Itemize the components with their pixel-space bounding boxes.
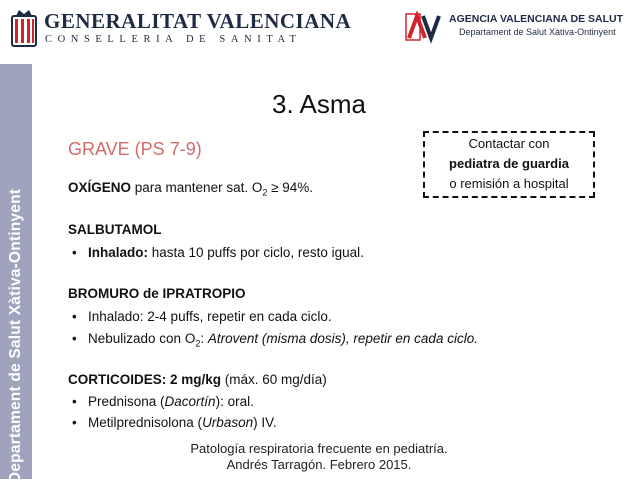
sidebar-department-label: Departament de Salut Xàtiva-Ontinyent xyxy=(7,188,24,483)
oxygen-subscript: 2 xyxy=(262,187,268,198)
corticoides-item-1-italic: Dacortín xyxy=(164,394,216,409)
salbutamol-item-label: Inhalado: xyxy=(88,245,148,260)
contact-line-1: Contactar con xyxy=(468,136,550,151)
oxygen-line xyxy=(68,180,313,198)
corticoides-item-2-post: ) IV. xyxy=(253,415,277,430)
bromuro-item-2-colon: : xyxy=(200,331,208,346)
footer xyxy=(0,441,638,473)
corticoides-item-2 xyxy=(72,415,277,430)
bromuro-item-1-text: Inhalado: 2-4 puffs, repetir en cada ciclo. xyxy=(88,309,332,324)
footer-line-1: Patología respiratoria frecuente en pediatría. xyxy=(190,441,448,456)
avs-logo-icon xyxy=(405,10,443,44)
agency-title: AGENCIA VALENCIANA DE SALUT xyxy=(449,13,624,25)
corticoides-item-2-pre: Metilprednisolona ( xyxy=(88,415,203,430)
sidebar-band xyxy=(0,64,32,483)
oxygen-text: para mantener sat. O xyxy=(131,180,263,195)
bromuro-item-2 xyxy=(72,331,478,349)
header xyxy=(0,0,638,64)
corticoides-item-2-italic: Urbason xyxy=(202,415,254,430)
bullet-marker: • xyxy=(72,309,77,324)
contact-callout xyxy=(423,131,595,198)
bromuro-item-2-italic: Atrovent (misma dosis), repetir en cada ciclo. xyxy=(207,331,478,346)
bullet-marker: • xyxy=(72,415,77,430)
salbutamol-heading: SALBUTAMOL xyxy=(68,222,162,237)
contact-line-3: o remisión a hospital xyxy=(449,176,569,191)
corticoides-item-1-pre: Prednisona ( xyxy=(88,394,165,409)
bullet-marker: • xyxy=(72,331,77,346)
agency-subtitle: Departament de Salut Xàtiva-Ontinyent xyxy=(459,27,616,37)
bromuro-heading: BROMURO de IPRATROPIO xyxy=(68,286,246,301)
contact-line-2: pediatra de guardia xyxy=(449,156,569,171)
generalitat-crest-icon xyxy=(10,8,38,50)
oxygen-tail: ≥ 94%. xyxy=(267,180,314,195)
corticoides-heading-bold: CORTICOIDES: 2 mg/kg xyxy=(68,372,222,387)
generalitat-title: GENERALITAT VALENCIANA xyxy=(44,9,352,33)
salbutamol-item-text: hasta 10 puffs por ciclo, resto igual. xyxy=(148,245,364,260)
bromuro-item-2-subscript: 2 xyxy=(195,338,201,349)
conselleria-subtitle: CONSELLERIA DE SANITAT xyxy=(45,34,302,45)
corticoides-item-1 xyxy=(72,394,254,409)
bullet-marker: • xyxy=(72,394,77,409)
bromuro-item-1 xyxy=(72,309,332,324)
oxygen-label: OXÍGENO xyxy=(68,180,132,195)
severity-heading: GRAVE (PS 7-9) xyxy=(68,139,202,159)
corticoides-heading-tail: (máx. 60 mg/día) xyxy=(221,372,327,387)
salbutamol-item xyxy=(72,245,364,260)
slide-title: 3. Asma xyxy=(272,89,366,119)
corticoides-item-1-post: ): oral. xyxy=(215,394,254,409)
bullet-marker: • xyxy=(72,245,77,260)
bromuro-item-2-pre: Nebulizado con O xyxy=(88,331,196,346)
footer-line-2: Andrés Tarragón. Febrero 2015. xyxy=(226,457,412,472)
corticoides-heading xyxy=(68,372,327,387)
